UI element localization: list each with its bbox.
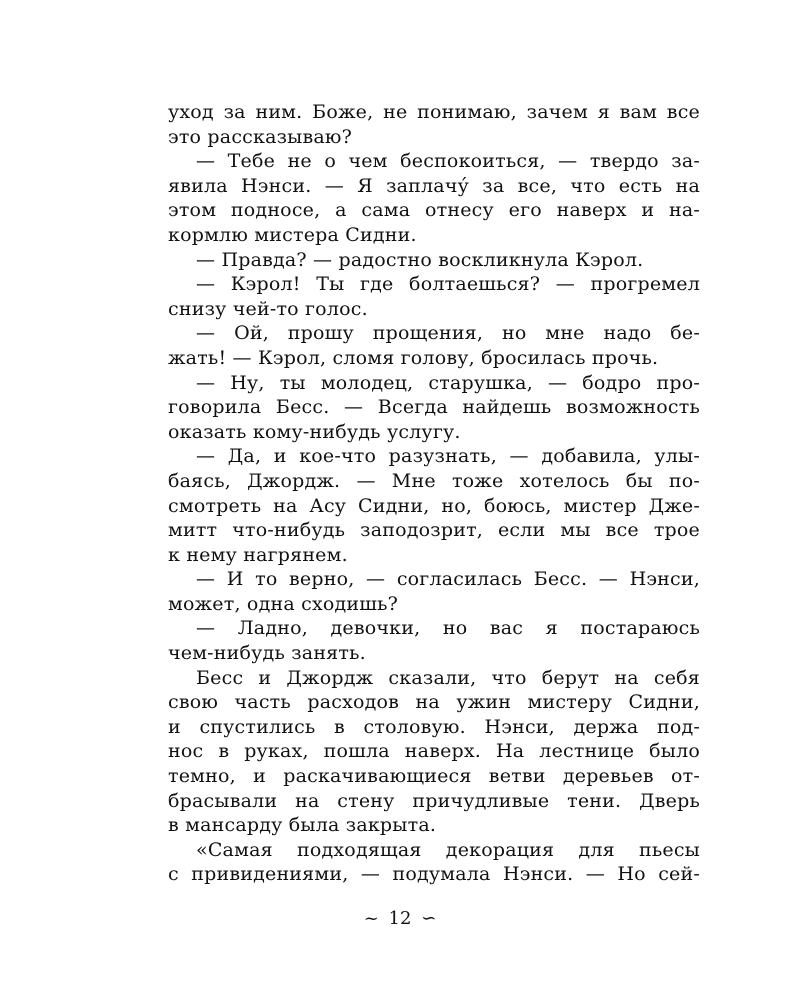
text-line: уход за ним. Боже, не понимаю, зачем я вам все [168,101,700,123]
text-line: — Ладно, девочки, но вас я постараюсь [196,617,700,640]
text-line: к нему нагрянем. [168,543,348,566]
text-line: баясь, Джордж. — Мне тоже хотелось бы по- [168,469,700,492]
text-line: нос в руках, пошла наверх. На лестнице было [168,740,700,763]
text-line: чем-нибудь занять. [168,642,366,665]
page-number-footer [0,907,800,929]
text-line: темно, и раскачивающиеся ветви деревьев от- [168,765,700,788]
text-line: — Ой, прошу прощения, но мне надо бе- [196,322,700,345]
right-flourish-icon: ∽ [421,907,437,929]
text-line: говорила Бесс. — Всегда найдешь возможность [168,396,700,419]
text-line: — Правда? — радостно воскликнула Кэрол. [196,248,644,271]
text-line: кормлю мистера Сидни. [168,223,417,246]
text-line: — Да, и кое-что разузнать, — добавила, улы- [196,445,700,468]
text-line: смотреть на Асу Сидни, но, боюсь, мистер Дже- [168,494,700,517]
text-line: «Самая подходящая декорация для пьесы [196,838,700,861]
text-line: митт что-нибудь заподозрит, если мы все трое [168,519,700,542]
text-line: брасывали на стену причудливые тени. Дверь [168,789,700,812]
text-line: с привидениями, — подумала Нэнси. — Но сей- [168,863,700,886]
text-line: явила Нэнси. — Я заплачу́ за все, что есть на [168,174,700,197]
left-flourish-icon: ~ [363,907,379,929]
text-line: жать! — Кэрол, сломя голову, бросилась прочь. [168,346,659,369]
text-line: может, одна сходишь? [168,592,399,615]
text-line: — Ну, ты молодец, старушка, — бодро про- [196,371,700,394]
text-line: Бесс и Джордж сказали, что берут на себя [196,666,700,689]
text-line: в мансарду была закрыта. [168,814,437,837]
text-line: свою часть расходов на ужин мистеру Сидни, [168,691,700,714]
text-line: — Тебе не о чем беспокоиться, — твердо за- [196,150,700,173]
body-text [168,100,700,887]
text-line: оказать кому-нибудь услугу. [168,420,461,443]
page-number: 12 [388,907,412,929]
text-line: — И то верно, — согласилась Бесс. — Нэнси, [196,568,700,591]
text-line: это рассказываю? [168,125,353,148]
text-line: снизу чей-то голос. [168,297,368,320]
text-line: и спустились в столовую. Нэнси, держа под- [168,715,700,738]
text-line: — Кэрол! Ты где болтаешься? — прогремел [196,273,700,296]
text-line: этом подносе, а сама отнесу его наверх и на- [168,199,700,222]
